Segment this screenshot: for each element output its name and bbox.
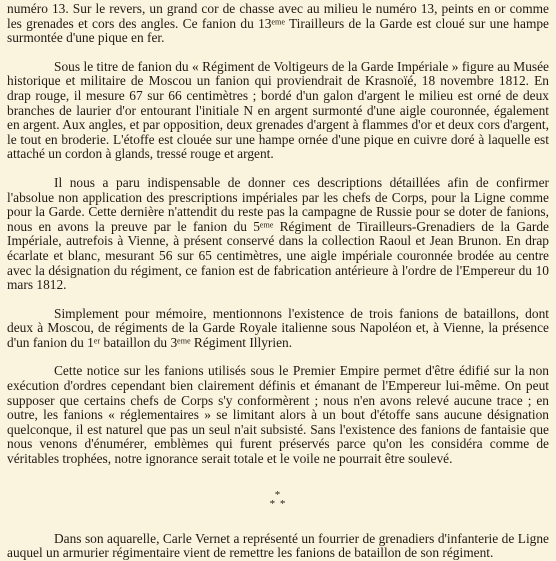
- separator-bottom-stars: * *: [269, 497, 287, 510]
- closing-paragraph: Dans son aquarelle, Carle Vernet a représenté un fourrier de grenadiers d'infanterie de Ligne auquel un armurier régimentaire vient de remettre les fanions de bataillon de son régiment.: [7, 530, 549, 561]
- section-separator: [7, 488, 549, 510]
- separator-top-star: *: [274, 488, 282, 501]
- paragraph-5: Cette notice sur les fanions utilisés sous le Premier Empire permet d'être édifié sur la non exécution d'ordres cependant bien clairement définis et émanant de l'Empereur lui-même. On peut supposer que certains chefs de Corps s'y conformèrent ; nous n'en avons relevé aucune trace ; en outre, les fanions « réglementaires » se limitant alors à un bout d'étoffe sans aucune désignation quelconque, il est naturel que pas un seul n'ait subsisté. Sans l'existence des fanions de fantaisie que nous venons d'énumérer, emblèmes qui furent préservés parce qu'on les considéra comme de véritables trophées, notre ignorance serait totale et le voile ne pourrait être soulevé.: [7, 363, 549, 467]
- paragraph-4: Simplement pour mémoire, mentionnons l'existence de trois fanions de bataillons, dont deux à Moscou, de régiments de la Garde Royale italienne sous Napoléon et, à Vienne, la présence d'un fanion du 1ᵉʳ bataillon du 3ᵉᵐᵉ Régiment Illyrien.: [7, 305, 549, 350]
- paragraph-1: numéro 13. Sur le revers, un grand cor de chasse avec au milieu le numéro 13, peints en or comme les grenades et cors des angles. Ce fanion du 13ᵉᵐᵉ Tirailleurs de la Garde est cloué sur une hampe surmontée d'une pique en fer.: [7, 1, 549, 46]
- paragraph-2: Sous le titre de fanion du « Régiment de Voltigeurs de la Garde Impériale » figure au Musée historique et militaire de Moscou un fanion qui proviendrait de Krasnoïé, 18 novembre 1812. En drap rouge, il mesure 67 sur 66 centimètres ; bordé d'un galon d'argent le milieu est orné de deux branches de laurier d'or entourant l'initiale N en argent surmonté d'une aigle couronnée, également en argent. Aux angles, et par opposition, deux grenades d'argent à flammes d'or et deux cors d'argent, le tout en broderie. L'étoffe est clouée sur une hampe ornée d'une pique en cuivre doré à laquelle est attaché un cordon à glands, tressé rouge et argent.: [7, 58, 549, 162]
- paragraph-3: Il nous a paru indispensable de donner ces descriptions détaillées afin de confirmer l'absolue non application des prescriptions impériales par les chefs de Corps, pour la Ligne comme pour la Garde. Cette dernière n'attendit du reste pas la campagne de Russie pour se doter de fanions, nous en avons la preuve par le fanion du 5ᵉᵐᵉ Régiment de Tirailleurs-Grenadiers de la Garde Impériale, autrefois à Vienne, à présent conservé dans la collection Raoul et Jean Brunon. En drap écarlate et blanc, mesurant 56 sur 65 centimètres, une aigle impériale couronnée brodée au centre avec la désignation du régiment, ce fanion est de fabrication antérieure à l'ordre de l'Empereur du 10 mars 1812.: [7, 174, 549, 293]
